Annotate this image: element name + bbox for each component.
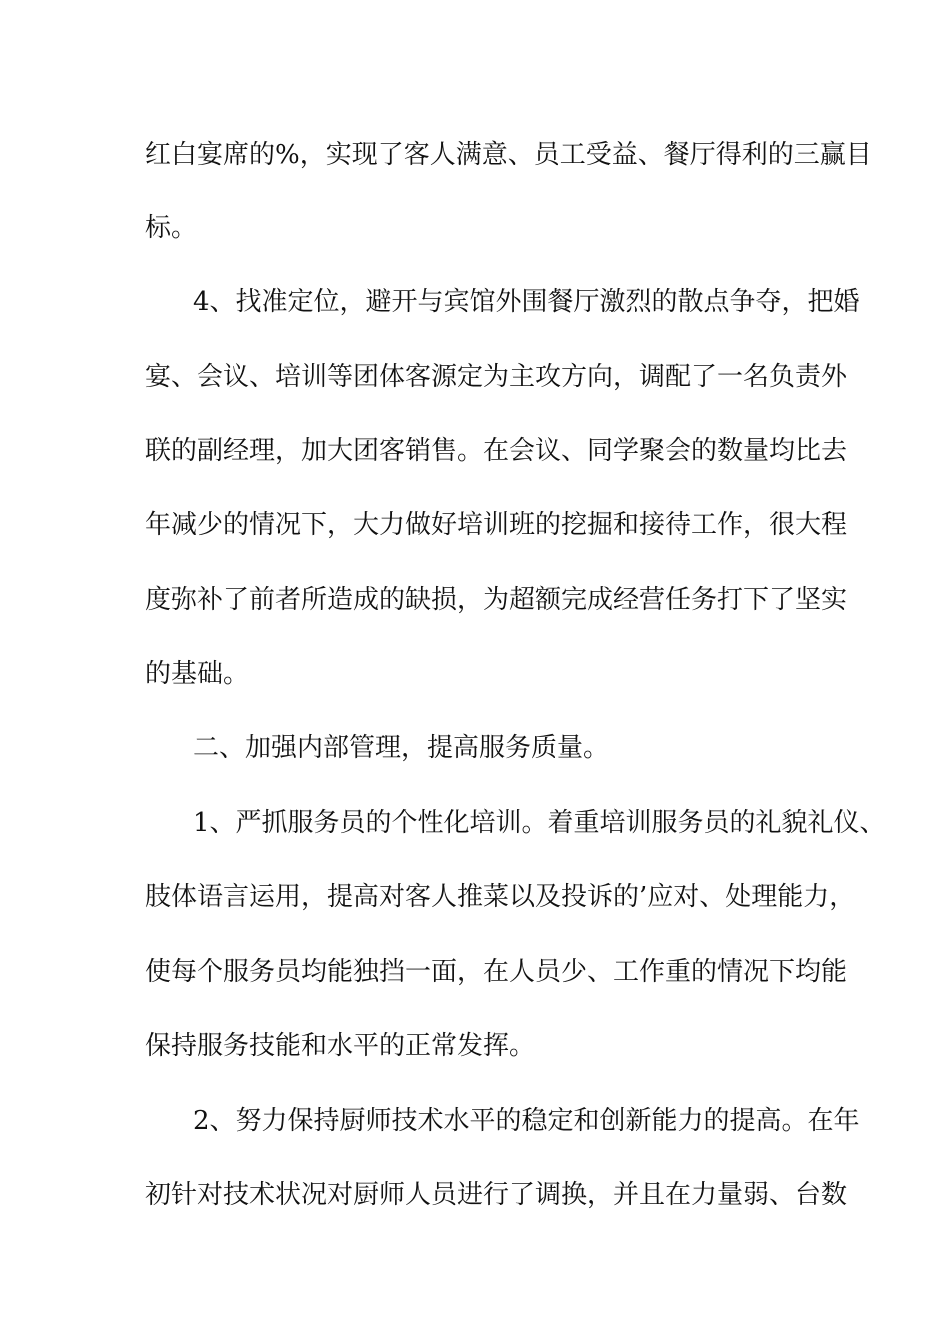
text-line: 初针对技术状况对厨师人员进行了调换，并且在力量弱、台数 [145,1180,848,1210]
text-line: 使每个服务员均能独挡一面，在人员少、工作重的情况下均能 [145,957,848,987]
text-line: 保持服务技能和水平的正常发挥。 [145,1031,536,1061]
text-line: 肢体语言运用，提高对客人推菜以及投诉的’应对、处理能力， [145,882,856,912]
text-line: 年减少的情况下，大力做好培训班的挖掘和接待工作，很大程 [145,510,848,540]
text-line: 宴、会议、培训等团体客源定为主攻方向，调配了一名负责外 [145,362,848,392]
text-line: 联的副经理，加大团客销售。在会议、同学聚会的数量均比去 [145,436,848,466]
text-line: 标。 [145,213,198,243]
paragraph-start-line: 1、严抓服务员的个性化培训。着重培训服务员的礼貌礼仪、 [193,808,886,838]
section-heading: 二、加强内部管理，提高服务质量。 [193,733,610,763]
paragraph-start-line: 4、找准定位，避开与宾馆外围餐厅激烈的散点争夺，把婚 [193,287,860,317]
text-line: 红白宴席的%，实现了客人满意、员工受益、餐厅得利的三赢目 [145,140,872,170]
text-line: 度弥补了前者所造成的缺损，为超额完成经营任务打下了坚实 [145,585,848,615]
text-line: 的基础。 [145,659,250,689]
paragraph-start-line: 2、努力保持厨师技术水平的稳定和创新能力的提高。在年 [193,1106,860,1136]
